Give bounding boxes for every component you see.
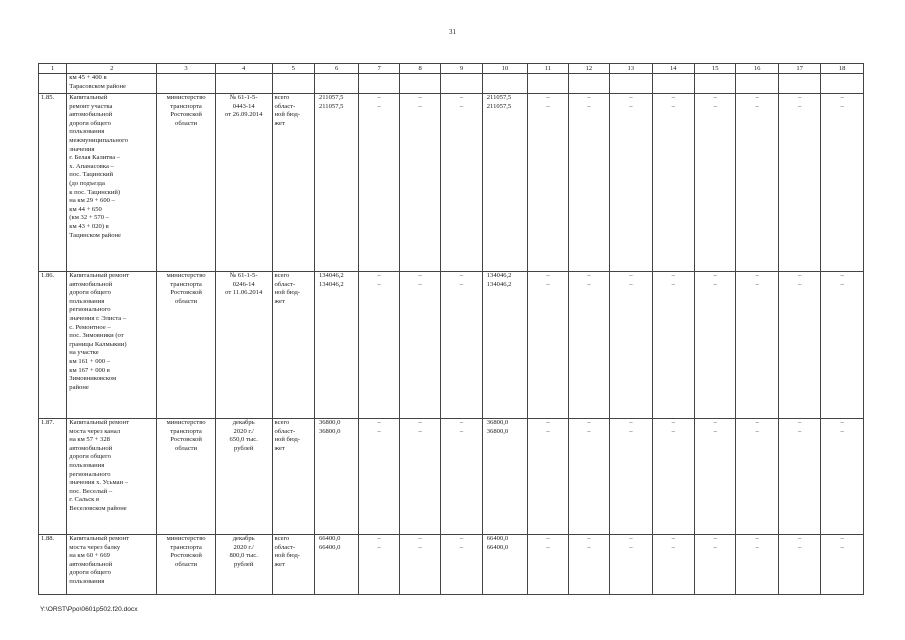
amount-col16: – –	[736, 94, 778, 272]
object-name: Капитальный ремонт участка автомобильной дороги общего пользования межмуниципального значения г. Белая Калитва – х. Апанасовка – пос. Тацинский (до подъезда к пос. Тацинский) на км 29 + 600 – км 44 + 650 (км 32 + 570 – км 43 + 020) в Тацинском районе	[67, 94, 157, 272]
document-ref: № 61-1-5- 0246-14 от 11.06.2014	[215, 272, 272, 419]
column-header: 17	[778, 64, 820, 74]
table-row	[39, 272, 864, 419]
amount-col14: – –	[652, 94, 694, 272]
column-header: 15	[695, 64, 736, 74]
amount-col17: – –	[778, 419, 820, 535]
amount-col12: – –	[568, 94, 609, 272]
amount-col13: – –	[610, 535, 652, 595]
amount-col11: – –	[528, 94, 568, 272]
amount-col12: – –	[568, 419, 609, 535]
amount-col11: – –	[528, 272, 568, 419]
table-row	[39, 535, 864, 595]
amount-col10: 134046,2 134046,2	[482, 272, 527, 419]
amount-col9: – –	[441, 535, 482, 595]
object-name: км 45 + 400 в Тарасовском районе	[67, 74, 157, 94]
amount-col17: – –	[778, 94, 820, 272]
amount-col9: – –	[441, 419, 482, 535]
column-header: 3	[157, 64, 216, 74]
document-ref: декабрь 2020 г./ 800,0 тыс. рублей	[215, 535, 272, 595]
column-number-row	[39, 64, 864, 74]
amount-col11: – –	[528, 535, 568, 595]
document-ref: № 61-1-5- 0443-14 от 26.09.2014	[215, 94, 272, 272]
column-header: 2	[67, 64, 157, 74]
column-header: 16	[736, 64, 778, 74]
table-row	[39, 419, 864, 535]
amount-col13: – –	[610, 94, 652, 272]
funding-source: всего област- ной бюд- жет	[272, 94, 314, 272]
column-header: 1	[39, 64, 67, 74]
amount-col8: – –	[399, 94, 440, 272]
amount-col6: 211057,5 211057,5	[314, 94, 358, 272]
amount-col12: – –	[568, 272, 609, 419]
column-header: 18	[821, 64, 864, 74]
amount-col18: – –	[821, 419, 864, 535]
amount-col10: 211057,5 211057,5	[482, 94, 527, 272]
column-header: 9	[441, 64, 482, 74]
column-header: 13	[610, 64, 652, 74]
row-number: 1.87.	[39, 419, 67, 535]
row-number: 1.85.	[39, 94, 67, 272]
amount-col7: – –	[359, 94, 399, 272]
amount-col15: – –	[695, 94, 736, 272]
amount-col7: – –	[359, 419, 399, 535]
amount-col13: – –	[610, 419, 652, 535]
amount-col17: – –	[778, 272, 820, 419]
amount-col18: – –	[821, 94, 864, 272]
column-header: 8	[399, 64, 440, 74]
amount-col10: 66400,0 66400,0	[482, 535, 527, 595]
amount-col6: 134046,2 134046,2	[314, 272, 358, 419]
amount-col15: – –	[695, 272, 736, 419]
amount-col9: – –	[441, 94, 482, 272]
amount-col6: 66400,0 66400,0	[314, 535, 358, 595]
amount-col9: – –	[441, 272, 482, 419]
amount-col10: 36800,0 36800,0	[482, 419, 527, 535]
amount-col16: – –	[736, 535, 778, 595]
file-path-footer: Y:\ORST\Ppo\0601p502.f20.docx	[40, 606, 138, 613]
organization: министерство транспорта Ростовской области	[157, 272, 216, 419]
amount-col16: – –	[736, 419, 778, 535]
amount-col18: – –	[821, 535, 864, 595]
column-header: 7	[359, 64, 399, 74]
amount-col8: – –	[399, 535, 440, 595]
funding-source: всего област- ной бюд- жет	[272, 272, 314, 419]
row-number: 1.86.	[39, 272, 67, 419]
amount-col14: – –	[652, 535, 694, 595]
amount-col14: – –	[652, 419, 694, 535]
amount-col14: – –	[652, 272, 694, 419]
amount-col7: – –	[359, 272, 399, 419]
amount-col7: – –	[359, 535, 399, 595]
amount-col16: – –	[736, 272, 778, 419]
funding-source: всего област- ной бюд- жет	[272, 535, 314, 595]
row-number: 1.88.	[39, 535, 67, 595]
continuation-row	[39, 74, 864, 94]
organization: министерство транспорта Ростовской области	[157, 535, 216, 595]
organization: министерство транспорта Ростовской области	[157, 419, 216, 535]
column-header: 5	[272, 64, 314, 74]
object-name: Капитальный ремонт автомобильной дороги общего пользования регионального значения г. Элиста – с. Ремонтное – пос. Зимовники (от границы Калмыкии) на участке км 161 + 000 – км 167 + 000 в Зимовниковском районе	[67, 272, 157, 419]
funding-source: всего област- ной бюд- жет	[272, 419, 314, 535]
amount-col8: – –	[399, 419, 440, 535]
amount-col11: – –	[528, 419, 568, 535]
document-ref: декабрь 2020 г./ 650,0 тыс. рублей	[215, 419, 272, 535]
column-header: 14	[652, 64, 694, 74]
amount-col13: – –	[610, 272, 652, 419]
amount-col15: – –	[695, 535, 736, 595]
amount-col6: 36800,0 36800,0	[314, 419, 358, 535]
amount-col15: – –	[695, 419, 736, 535]
column-header: 4	[215, 64, 272, 74]
column-header: 11	[528, 64, 568, 74]
column-header: 12	[568, 64, 609, 74]
column-header: 6	[314, 64, 358, 74]
object-name: Капитальный ремонт моста через канал на км 57 + 328 автомобильной дороги общего пользования регионального значения х. Усьман – пос. Веселый – г. Сальск в Веселовском районе	[67, 419, 157, 535]
amount-col18: – –	[821, 272, 864, 419]
amount-col8: – –	[399, 272, 440, 419]
amount-col17: – –	[778, 535, 820, 595]
object-name: Капитальный ремонт моста через балку на км 60 + 669 автомобильной дороги общего пользования	[67, 535, 157, 595]
organization: министерство транспорта Ростовской области	[157, 94, 216, 272]
table-row	[39, 94, 864, 272]
investment-table	[38, 63, 864, 595]
column-header: 10	[482, 64, 527, 74]
amount-col12: – –	[568, 535, 609, 595]
page-number: 31	[449, 28, 456, 36]
